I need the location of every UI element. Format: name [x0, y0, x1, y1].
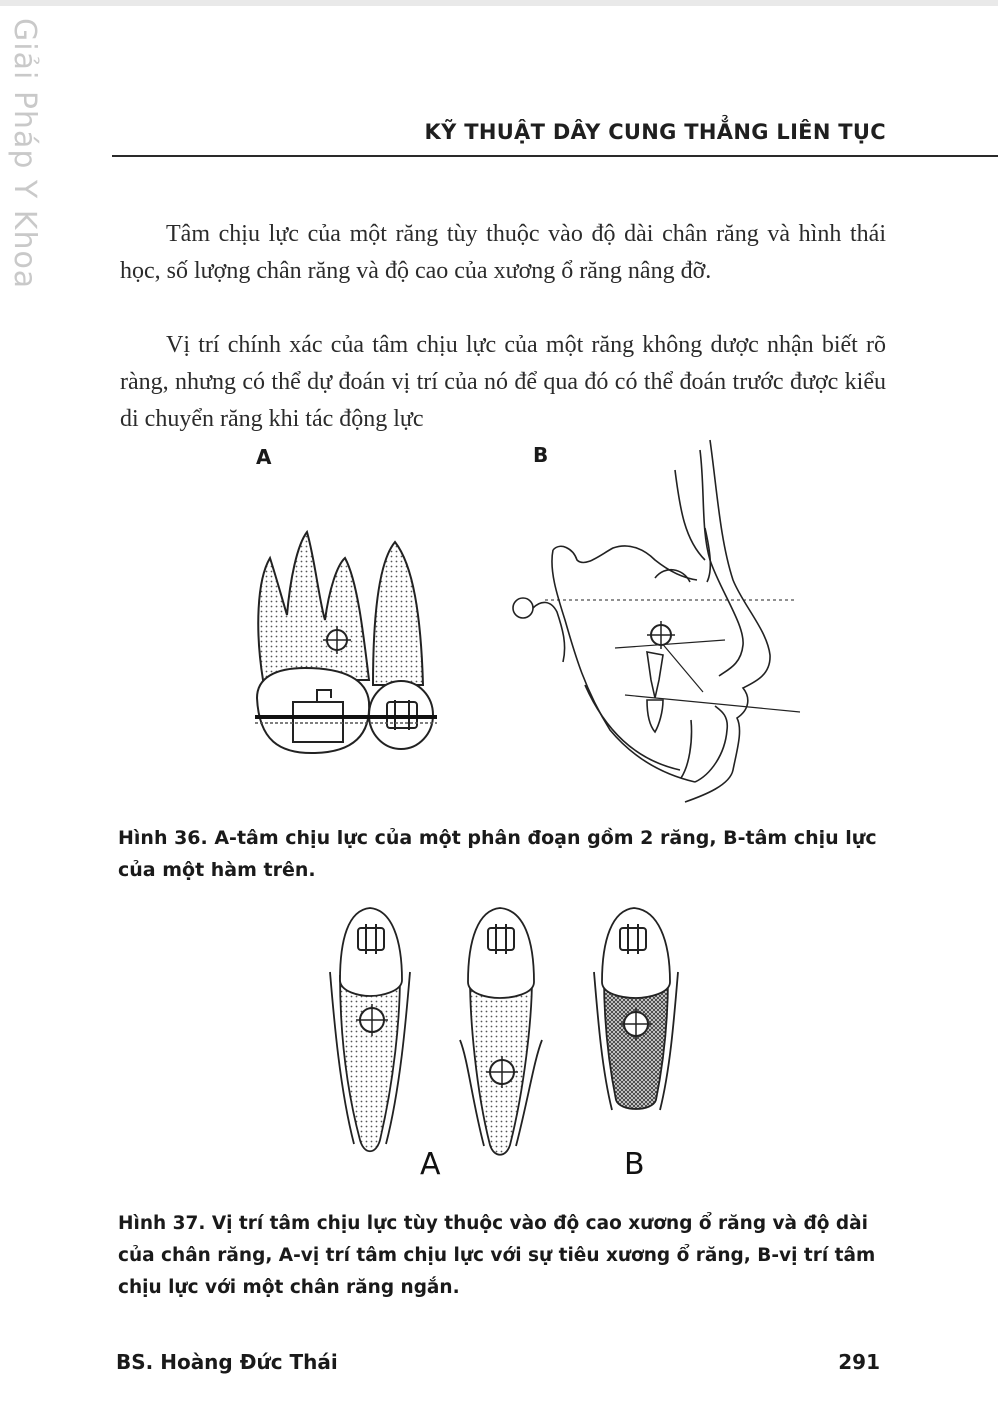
paragraph-1: Tâm chịu lực của một răng tùy thuộc vào độ dài chân răng và hình thái học, số lượng chân răng và độ cao của xương ổ răng nâng đỡ.: [120, 221, 886, 284]
footer-author: BS. Hoàng Đức Thái: [116, 1350, 338, 1374]
figure-36-caption: Hình 36. A-tâm chịu lực của một phân đoạn gồm 2 răng, B-tâm chịu lực của một hàm trên.: [118, 827, 877, 881]
watermark: Giải Pháp Y Khoa: [7, 18, 42, 290]
figure-37-teeth-drawing: [320, 900, 700, 1165]
figure-36b-skull-profile-drawing: [505, 430, 805, 815]
figure-36a-teeth-segment-drawing: [245, 520, 445, 765]
page-number: 291: [838, 1350, 880, 1374]
header-rule: [112, 155, 998, 157]
figure-37-caption: Hình 37. Vị trí tâm chịu lực tùy thuộc vào độ cao xương ổ răng và độ dài của chân răng, A-vị trí tâm chịu lực với sự tiêu xương ổ răng, B-vị trí tâm chịu lực với một chân răng ngắn.: [118, 1213, 876, 1298]
scan-top-strip: [0, 0, 998, 6]
figure-36-label-b: B: [533, 443, 549, 467]
figure-37-label-a: A: [420, 1147, 441, 1182]
figure-37-label-b: B: [624, 1147, 645, 1182]
running-head: KỸ THUẬT DÂY CUNG THẲNG LIÊN TỤC: [424, 120, 886, 144]
figure-36-label-a: A: [256, 445, 272, 469]
paragraph-2: Vị trí chính xác của tâm chịu lực của một răng không dược nhận biết rõ ràng, nhưng có thể dự đoán vị trí của nó để qua đó có thể đoán trước được kiểu di chuyển răng khi tác động lực: [120, 332, 886, 432]
